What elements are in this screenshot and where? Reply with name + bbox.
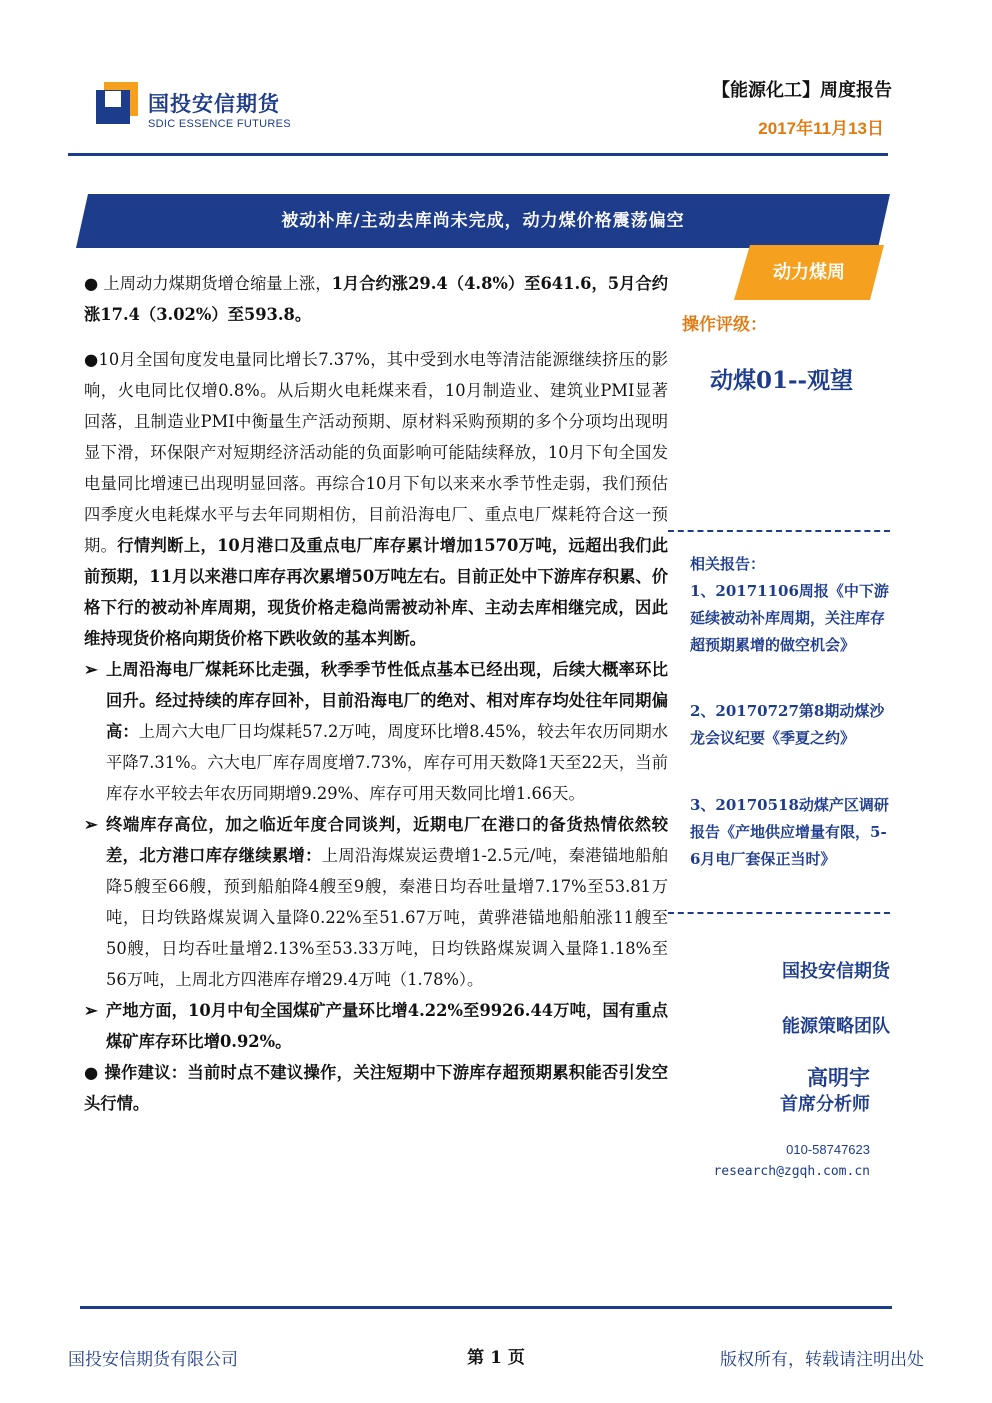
sidebar-divider — [668, 912, 890, 914]
report-body — [84, 268, 668, 1119]
sidebar-divider — [668, 530, 890, 532]
arrow-bullet-icon: ➢ — [84, 815, 98, 834]
summary-paragraph: ● 上周动力煤期货增仓缩量上涨，1月合约涨29.4（4.8%）至641.6，5月合约涨17.4（3.02%）至593.8。 — [84, 274, 668, 324]
contact-phone: 010-58747623 — [786, 1142, 870, 1157]
page-number: 第 1 页 — [467, 1348, 525, 1368]
footer-divider — [80, 1306, 892, 1309]
production-point: ➢ 产地方面，10月中旬全国煤矿产量环比增4.22%至9926.44万吨，国有重点煤矿库存环比增0.92%。 — [84, 995, 668, 1057]
bullet-icon: ● — [84, 274, 99, 293]
logo-text-cn: 国投安信期货 — [148, 92, 280, 116]
port-inventory-point: ➢ 终端库存高位，加之临近年度合同谈判，近期电厂在港口的备货热情依然较差，北方港口库存继续累增：上周沿海煤炭运费增1-2.5元/吨，秦港锚地船舶降5艘至66艘，预到船舶降4艘至9艘，秦港日均吞吐量增7.17%至53.81万吨，日均铁路煤炭调入量降0.22%至51.67万吨，黄骅港锚地船舶涨11艘至50艘，日均吞吐量增2.13%至53.33万吨，日均铁路煤炭调入量降1.18%至56万吨，上周北方四港库存增29.4万吨（1.78%）。 — [84, 809, 668, 995]
category-tag-label: 动力煤周 — [773, 262, 845, 283]
coastal-plant-point: ➢ 上周沿海电厂煤耗环比走强，秋季季节性低点基本已经出现，后续大概率环比回升。经过持续的库存回补，目前沿海电厂的绝对、相对库存均处往年同期偏高：上周六大电厂日均煤耗57.2万吨，周度环比增8.45%，较去年农历同期水平降7.31%。六大电厂库存周度增7.73%，库存可用天数降1天至22天，当前库存水平较去年农历同期增9.29%、库存可用天数同比增1.66天。 — [84, 654, 668, 809]
sidebar-company: 国投安信期货 — [782, 961, 890, 982]
related-reports-title: 相关报告： — [690, 555, 766, 573]
header-divider — [68, 153, 888, 156]
related-report-item[interactable]: 3、20170518动煤产区调研报告《产地供应增量有限，5-6月电厂套保正当时》 — [690, 796, 889, 868]
rating-value: 动煤01--观望 — [710, 367, 854, 394]
analyst-title: 首席分析师 — [780, 1094, 870, 1115]
rating-label: 操作评级： — [682, 315, 767, 335]
analysis-paragraph: ●10月全国旬度发电量同比增长7.37%，其中受到水电等清洁能源继续挤压的影响，火电同比仅增0.8%。从后期火电耗煤来看，10月制造业、建筑业PMI显著回落，且制造业PMI中衡量生产活动预期、原材料采购预期的多个分项均出现明显下滑，环保限产对短期经济活动能的负面影响可能陆续释放，10月下旬全国发电量同比增速已出现明显回落。再综合10月下旬以来来水季节性走弱，我们预估四季度火电耗煤水平与去年同期相仿，目前沿海电厂、重点电厂煤耗符合这一预期。行情判断上，10月港口及重点电厂库存累计增加1570万吨，远超出我们此前预期，11月以来港口库存再次累增50万吨左右。目前正处中下游库存积累、价格下行的被动补库周期，现货价格走稳尚需被动补库、主动去库相继完成，因此维持现货价格向期货价格下跌收敛的基本判断。 — [84, 350, 668, 648]
arrow-bullet-icon: ➢ — [84, 1001, 98, 1020]
report-type: 【能源化工】周度报告 — [712, 80, 892, 101]
sidebar-team: 能源策略团队 — [782, 1016, 890, 1037]
analyst-name: 高明宇 — [807, 1065, 870, 1090]
related-report-item[interactable]: 2、20170727第8期动煤沙龙会议纪要《季夏之约》 — [690, 702, 885, 747]
logo-text-en: SDIC ESSENCE FUTURES — [148, 118, 291, 130]
report-date: 2017年11月13日 — [758, 119, 884, 138]
arrow-bullet-icon: ➢ — [84, 660, 98, 679]
related-report-item[interactable]: 1、20171106周报《中下游延续被动补库周期，关注库存超预期累增的做空机会》 — [690, 582, 889, 654]
contact-email[interactable]: research@zgqh.com.cn — [713, 1164, 870, 1179]
operation-advice: ● 操作建议：当前时点不建议操作，关注短期中下游库存超预期累积能否引发空头行情。 — [84, 1063, 668, 1113]
company-logo-icon — [96, 82, 138, 124]
report-title: 被动补库/主动去库尚未完成，动力煤价格震荡偏空 — [281, 211, 685, 231]
footer-copyright: 版权所有，转载请注明出处 — [720, 1350, 924, 1370]
footer-company: 国投安信期货有限公司 — [68, 1350, 238, 1370]
